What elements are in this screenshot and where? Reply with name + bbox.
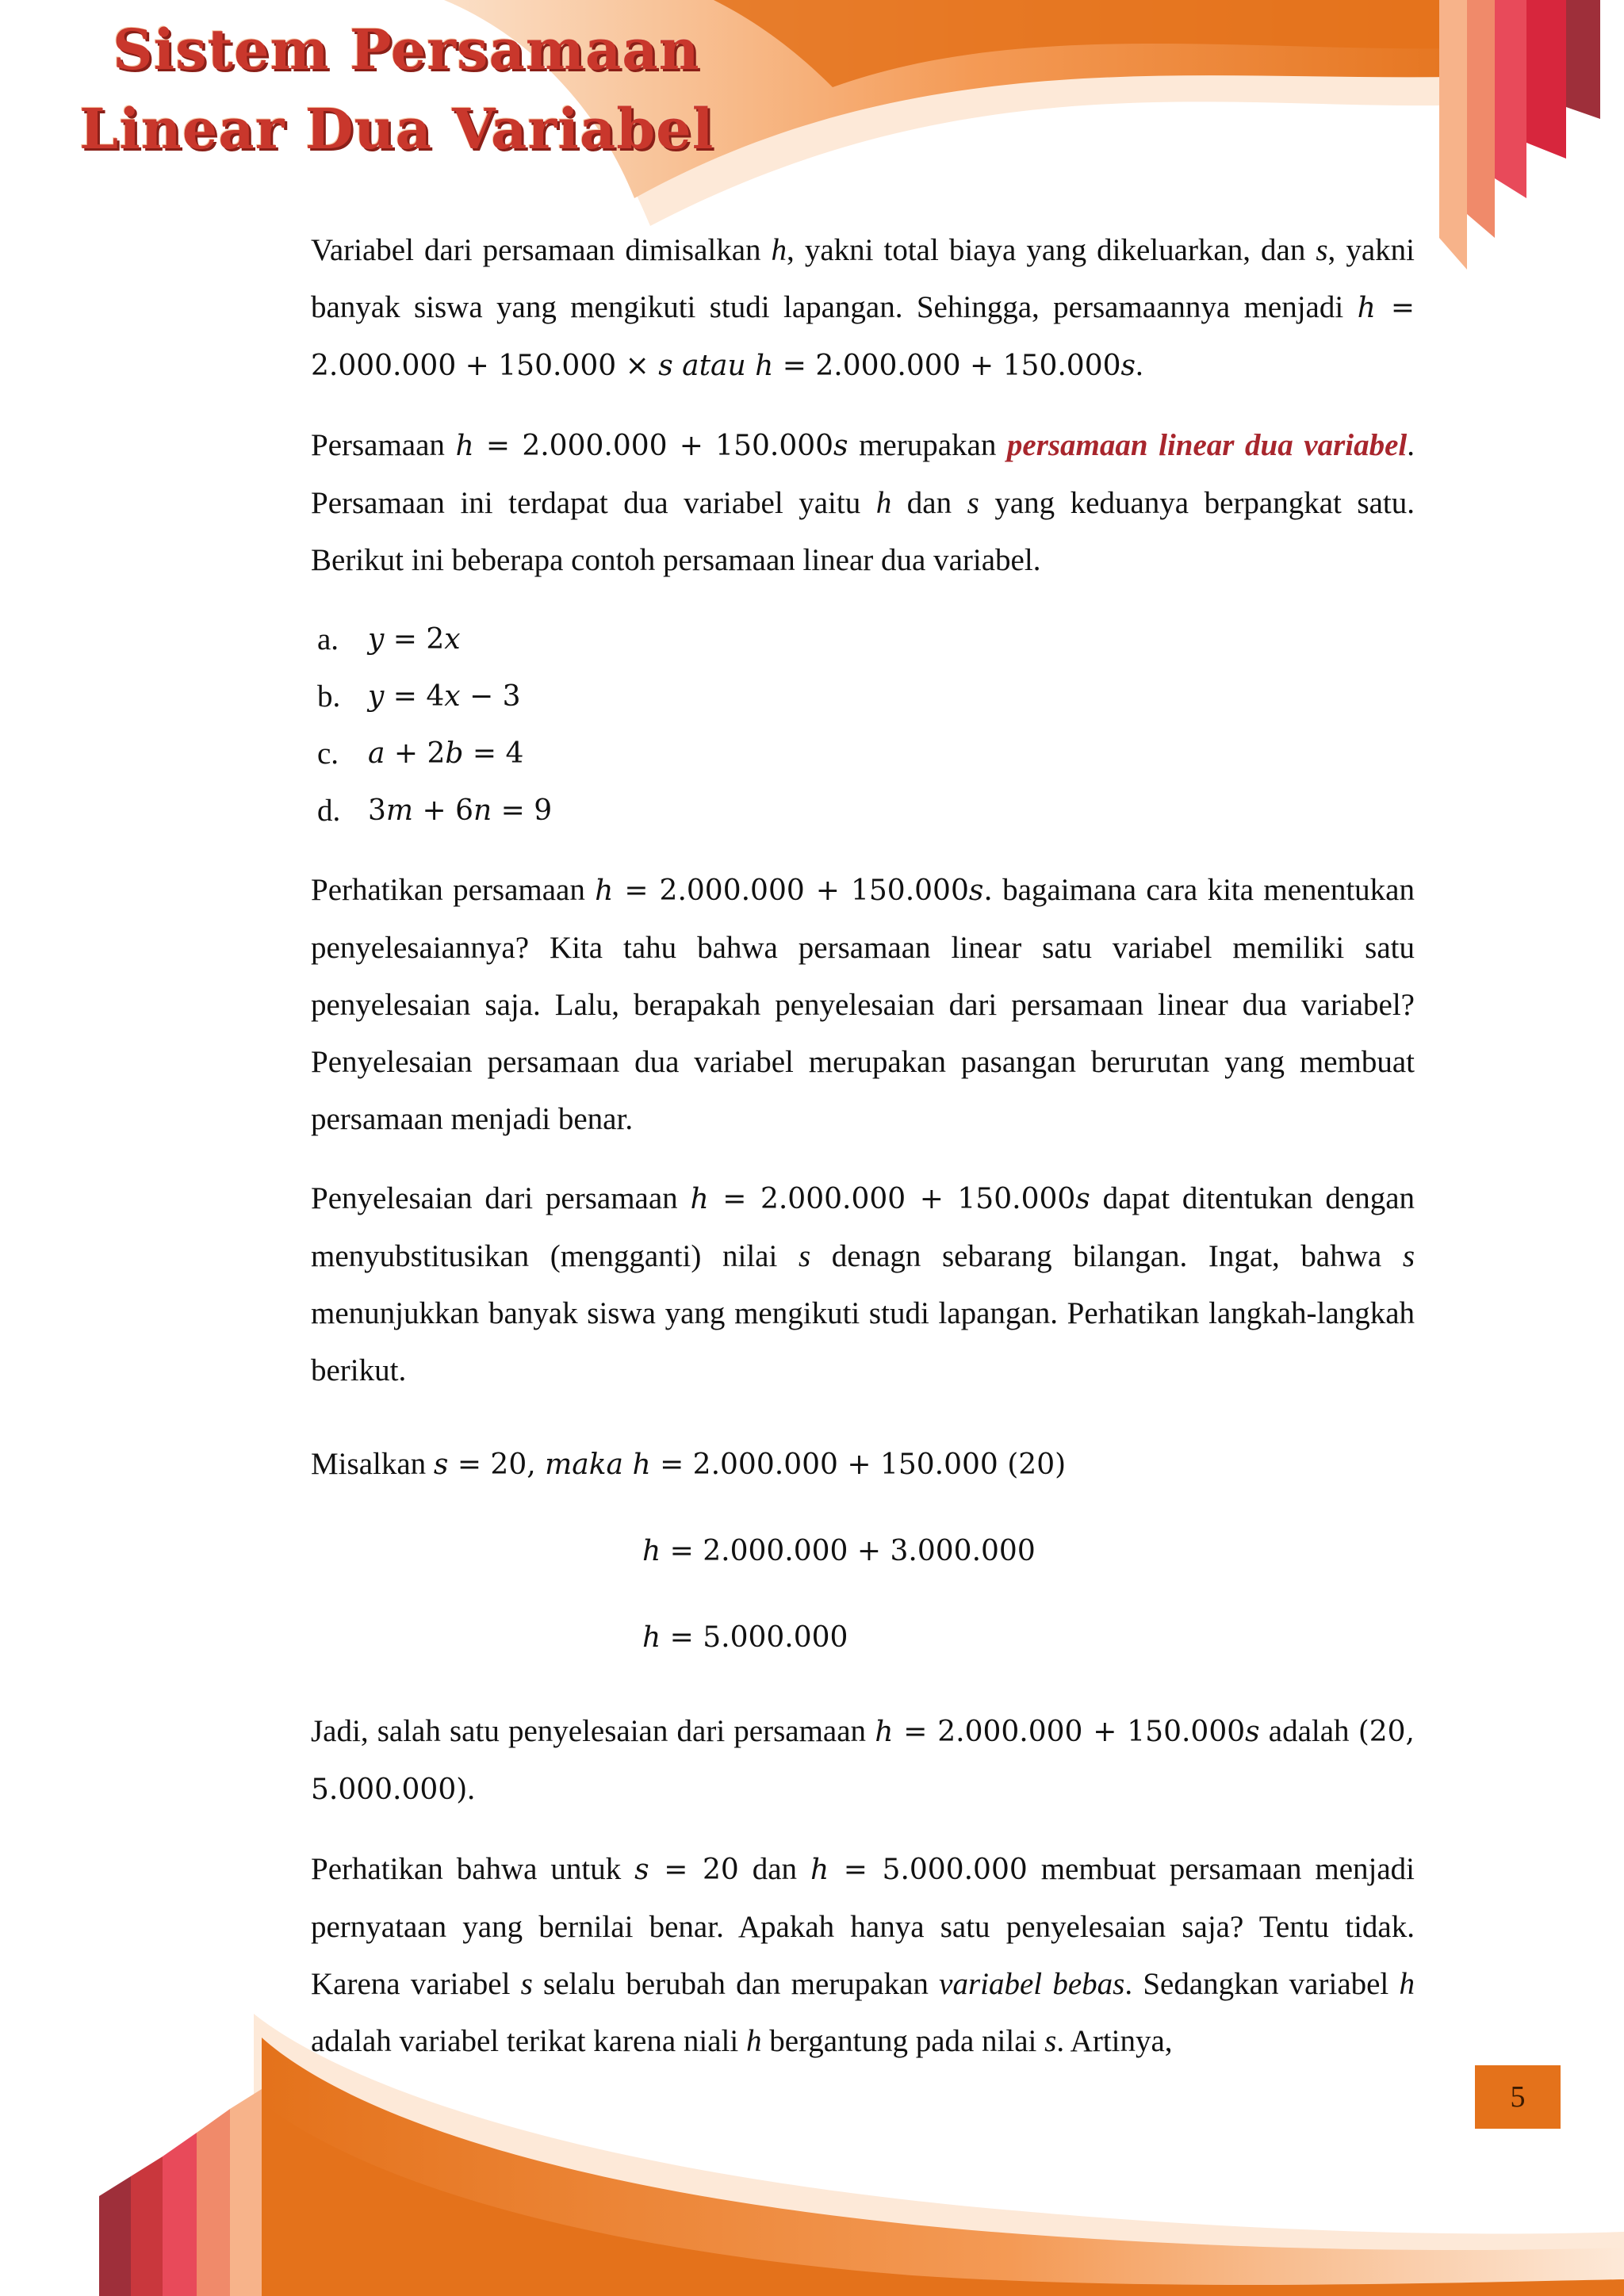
variable: h xyxy=(1399,1967,1415,2001)
variable: s xyxy=(520,1967,533,2001)
variable: h xyxy=(745,2024,762,2058)
header-title-line-1: Sistem Persamaan xyxy=(113,17,700,82)
text: menunjukkan banyak siswa yang mengikuti studi lapangan. Perhatikan langkah-langkah berikut. xyxy=(311,1296,1415,1387)
math-expression: ℎ = 2.000.000 + 150.000𝑠 xyxy=(455,430,848,462)
text: . Artinya, xyxy=(1056,2024,1173,2058)
text: Persamaan xyxy=(311,428,456,462)
text: adalah xyxy=(1259,1714,1358,1748)
math-expression: 𝑦 = 2𝑥 xyxy=(368,623,461,656)
variable: s xyxy=(967,486,979,520)
list-label: b. xyxy=(317,679,341,714)
math-expression: ℎ = 2.000.000 + 150.000𝑠 xyxy=(690,1183,1090,1215)
variable: s xyxy=(1044,2024,1057,2058)
header-title-line-2: Linear Dua Variabel xyxy=(79,96,714,162)
step-3 xyxy=(311,1594,1415,1681)
variable: h xyxy=(875,486,892,520)
text: adalah variabel terikat karena niali xyxy=(311,2024,746,2058)
text: selalu berubah dan merupakan xyxy=(532,1967,940,2001)
text: yang keduanya berpangkat satu. Berikut ini beberapa contoh persamaan linear dua variabel. xyxy=(311,486,1415,577)
top-right-stripes xyxy=(1439,0,1600,270)
page-content xyxy=(311,222,1415,2070)
text: denagn sebarang bilangan. Ingat, bahwa xyxy=(810,1239,1403,1273)
variable: s xyxy=(1316,233,1328,267)
example-list xyxy=(311,611,1415,840)
math-expression: ℎ = 5.000.000 xyxy=(642,1621,848,1654)
bottom-left-stripes xyxy=(99,2089,262,2296)
list-item xyxy=(317,611,1415,668)
text: , yakni banyak siswa yang mengikuti studi lapangan. Sehingga, persamaannya menjadi xyxy=(311,233,1415,324)
math-expression: ℎ = 2.000.000 + 150.000𝑠. xyxy=(595,874,993,907)
text: Variabel dari persamaan dimisalkan xyxy=(311,233,772,267)
text: bagaimana cara kita menentukan penyelesaiannya? Kita tahu bahwa persamaan linear satu variabel memiliki satu penyelesaian saja. Lalu, berapakah penyelesaian dari persamaan linear dua variabel? Penyelesaian persamaan dua variabel merupakan pasangan berurutan yang membuat persamaan menjadi benar. xyxy=(311,873,1415,1136)
math-expression: ℎ = 5.000.000 xyxy=(810,1854,1028,1886)
italic-term: variabel bebas xyxy=(939,1967,1125,2001)
text: . xyxy=(467,1772,476,1806)
step-1 xyxy=(311,1422,1415,1508)
paragraph-substitution xyxy=(311,1170,1415,1399)
page-number: 5 xyxy=(1475,2065,1561,2129)
text: dan xyxy=(891,486,967,520)
math-expression: ℎ = 2.000.000 + 150.000 × 𝑠 𝑎𝑡𝑎𝑢 ℎ = 2.000.000 + 150.000𝑠 xyxy=(311,292,1415,382)
highlighted-term: persamaan linear dua variabel xyxy=(1006,428,1408,462)
list-label: a. xyxy=(317,622,339,656)
text: bergantung pada nilai xyxy=(761,2024,1045,2058)
text: Penyelesaian dari persamaan xyxy=(311,1181,691,1215)
variable: h xyxy=(771,233,787,267)
step-2 xyxy=(311,1508,1415,1594)
text: Perhatikan persamaan xyxy=(311,873,596,907)
text: Jadi, salah satu penyelesaian dari persamaan xyxy=(311,1714,875,1748)
math-expression: 𝑠 = 20 xyxy=(634,1854,739,1886)
list-item xyxy=(317,725,1415,783)
text: merupakan xyxy=(848,428,1007,462)
text: . Sedangkan variabel xyxy=(1124,1967,1400,2001)
math-expression: ℎ = 2.000.000 + 150.000𝑠 xyxy=(875,1716,1260,1748)
text: Perhatikan bahwa untuk xyxy=(311,1852,635,1886)
math-expression: ℎ = 2.000.000 + 3.000.000 xyxy=(642,1535,1036,1567)
variable: s xyxy=(1402,1239,1415,1273)
list-label: c. xyxy=(317,737,339,771)
list-item xyxy=(317,668,1415,725)
paragraph-solution xyxy=(311,1703,1415,1819)
list-label: d. xyxy=(317,794,341,828)
paragraph-variable-definition xyxy=(311,222,1415,395)
paragraph-question xyxy=(311,862,1415,1148)
calculation-steps xyxy=(311,1422,1415,1681)
text: Misalkan xyxy=(311,1447,434,1481)
text: . Persamaan ini terdapat dua variabel yaitu xyxy=(311,428,1415,520)
text: dapat ditentukan dengan menyubstitusikan (mengganti) nilai xyxy=(311,1181,1415,1273)
math-expression: 3𝑚 + 6𝑛 = 9 xyxy=(368,794,553,827)
text: dan xyxy=(738,1852,810,1886)
math-expression: (20, 5.000.000) xyxy=(311,1716,1415,1806)
math-expression: 𝑎 + 2𝑏 = 4 xyxy=(368,737,524,770)
text: membuat persamaan menjadi pernyataan yang bernilai benar. Apakah hanya satu penyelesaian saja? Tentu tidak. Karena variabel xyxy=(311,1852,1415,2001)
math-expression: 𝑦 = 4𝑥 − 3 xyxy=(368,680,521,713)
paragraph-definition xyxy=(311,417,1415,589)
variable: s xyxy=(798,1239,811,1273)
text: . xyxy=(1135,348,1143,382)
math-expression: 𝑠 = 20, 𝑚𝑎𝑘𝑎 ℎ = 2.000.000 + 150.000 (20) xyxy=(433,1448,1067,1481)
text: , yakni total biaya yang dikeluarkan, dan xyxy=(787,233,1316,267)
paragraph-explanation xyxy=(311,1841,1415,2070)
list-item xyxy=(317,783,1415,840)
